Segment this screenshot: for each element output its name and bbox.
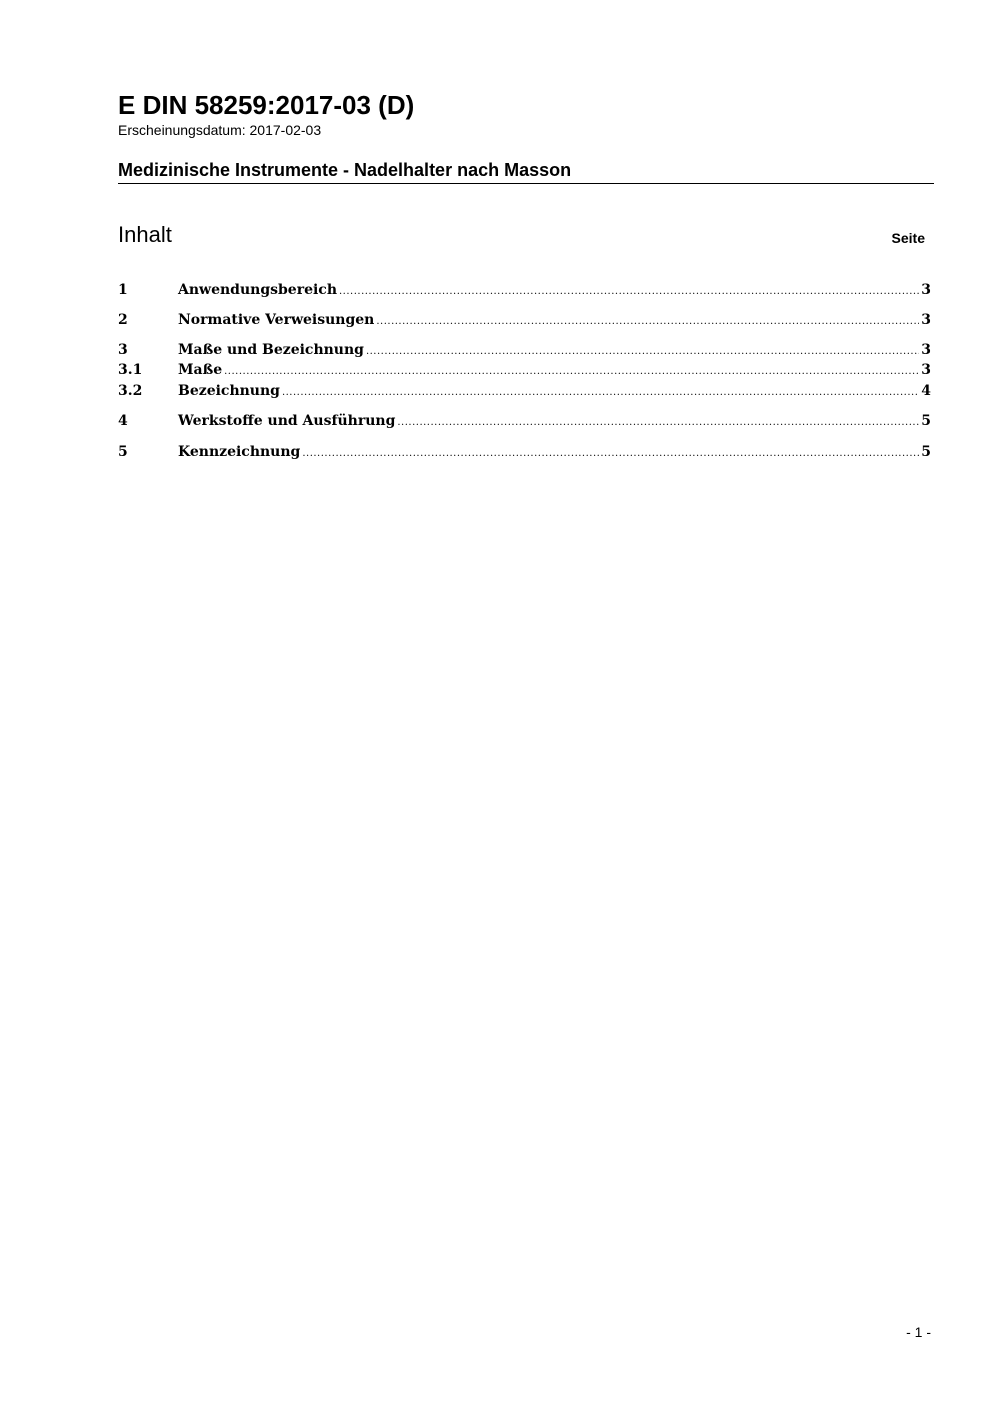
toc-entry[interactable]: [118, 411, 931, 431]
toc-entry-number: 2: [118, 312, 128, 328]
toc-entry-title: Maße und Bezeichnung: [178, 342, 364, 358]
toc-entry-page: 5: [921, 444, 931, 460]
toc-dot-leader: [376, 312, 919, 332]
toc-dot-leader: [339, 282, 919, 302]
toc-entry-number: 3.2: [118, 383, 143, 399]
toc-entry-title: Maße: [178, 362, 223, 378]
toc-heading: Inhalt: [118, 222, 172, 247]
toc-entry-number: 5: [118, 444, 128, 460]
toc-entry-page: 3: [921, 312, 931, 328]
toc-entry-number: 3: [118, 342, 128, 358]
toc-entry-number: 4: [118, 413, 128, 429]
toc-entry-title: Kennzeichnung: [178, 444, 301, 460]
publication-date: Erscheinungsdatum: 2017-02-03: [118, 122, 322, 138]
document-id: E DIN 58259:2017-03 (D): [118, 90, 415, 120]
toc-entry-page: 5: [921, 413, 931, 429]
toc-entry[interactable]: [118, 310, 931, 330]
toc-dot-leader: [224, 362, 919, 382]
toc-entry-number: 1: [118, 282, 128, 298]
toc-page-column-label: Seite: [891, 230, 925, 246]
toc-entry[interactable]: [118, 280, 931, 300]
toc-dot-leader: [302, 444, 919, 464]
toc-entry-page: 3: [921, 362, 931, 378]
footer-page-number: - 1 -: [906, 1324, 931, 1340]
toc-entry-page: 3: [921, 342, 931, 358]
toc-dot-leader: [282, 383, 919, 403]
toc-entry-page: 3: [921, 282, 931, 298]
toc-entry-title: Anwendungsbereich: [178, 282, 337, 298]
toc-entry[interactable]: [118, 381, 931, 401]
toc-entry-title: Normative Verweisungen: [178, 312, 375, 328]
header-divider: [118, 183, 934, 184]
toc-entry[interactable]: [118, 360, 931, 380]
toc-entry[interactable]: [118, 442, 931, 462]
toc-entry-title: Werkstoffe und Ausführung: [178, 413, 396, 429]
toc-dot-leader: [397, 413, 919, 433]
toc-entry-number: 3.1: [118, 362, 143, 378]
toc-entry-page: 4: [921, 383, 931, 399]
toc-entry-title: Bezeichnung: [178, 383, 280, 399]
toc-dot-leader: [366, 342, 919, 362]
document-subject: Medizinische Instrumente - Nadelhalter nach Masson: [118, 160, 572, 180]
toc-entry[interactable]: [118, 340, 931, 360]
